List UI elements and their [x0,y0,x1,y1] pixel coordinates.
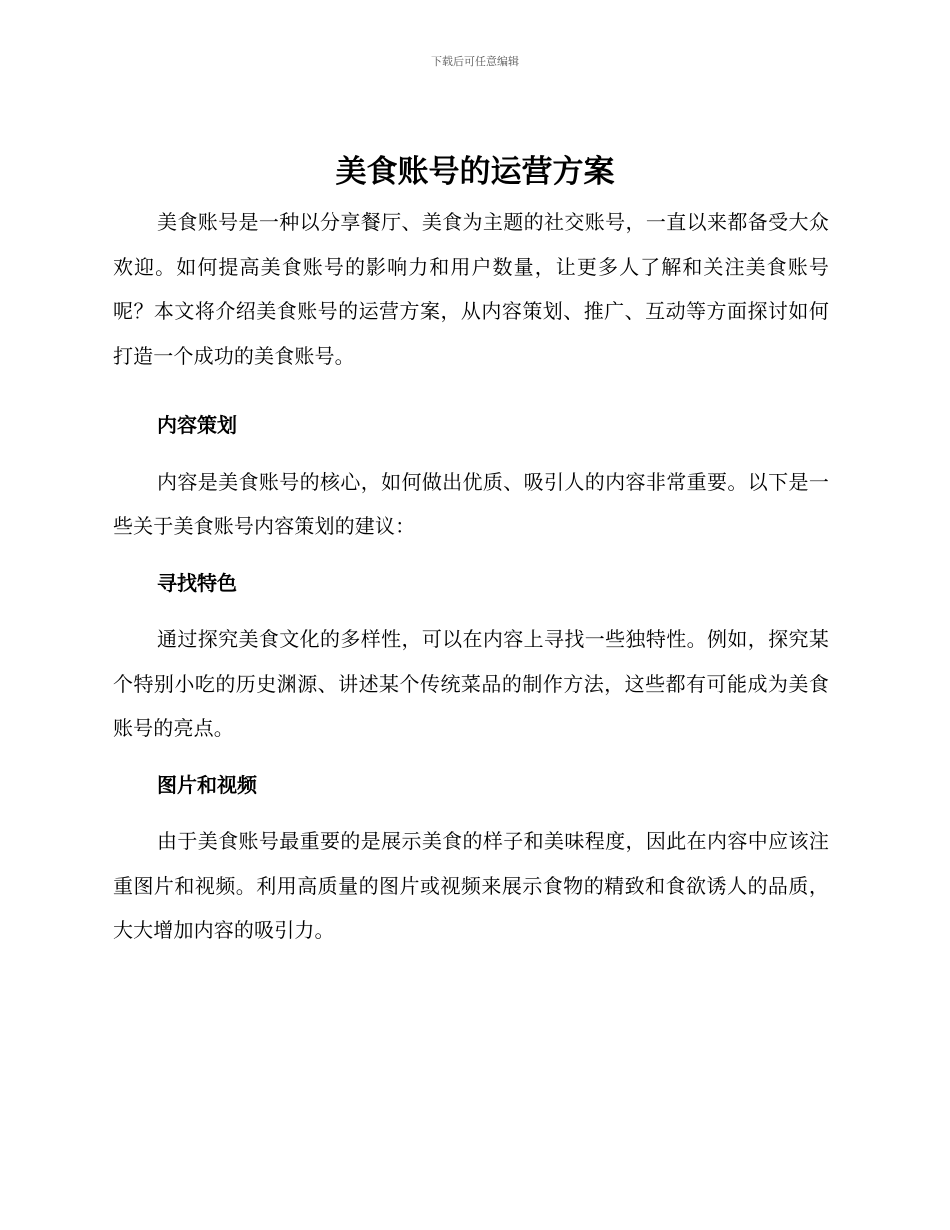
section-heading-content-planning: 内容策划 [157,413,237,437]
spacer [113,751,829,763]
spacer [113,448,829,460]
section-heading-images-videos: 图片和视频 [157,772,257,797]
content-planning-paragraph: 内容是美食账号的核心，如何做出优质、吸引人的内容非常重要。以下是一些关于美食账号内容策划的建议： [113,469,829,538]
running-header: 下载后可任意编辑 [431,55,519,68]
intro-paragraph: 美食账号是一种以分享餐厅、美食为主题的社交账号，一直以来都备受大众欢迎。如何提高美食账号的影响力和用户数量，让更多人了解和关注美食账号呢？本文将介绍美食账号的运营方案，从内容策划、推广、互动等方面探讨如何打造一个成功的美食账号。 [113,210,829,368]
find-features-paragraph: 通过探究美食文化的多样性，可以在内容上寻找一些独特性。例如，探究某个特别小吃的历史渊源、讲述某个传统菜品的制作方法，这些都有可能成为美食账号的亮点。 [113,627,829,740]
images-videos-paragraph: 由于美食账号最重要的是展示美食的样子和美味程度，因此在内容中应该注重图片和视频。利用高质量的图片或视频来展示食物的精致和食欲诱人的品质，大大增加内容的吸引力。 [113,829,829,942]
section-heading-find-features: 寻找特色 [157,570,237,595]
spacer [113,378,829,403]
spacer [113,549,829,561]
spacer [113,605,829,617]
spacer [113,807,829,819]
document-body [113,200,829,953]
document-title: 美食账号的运营方案 [335,154,615,190]
